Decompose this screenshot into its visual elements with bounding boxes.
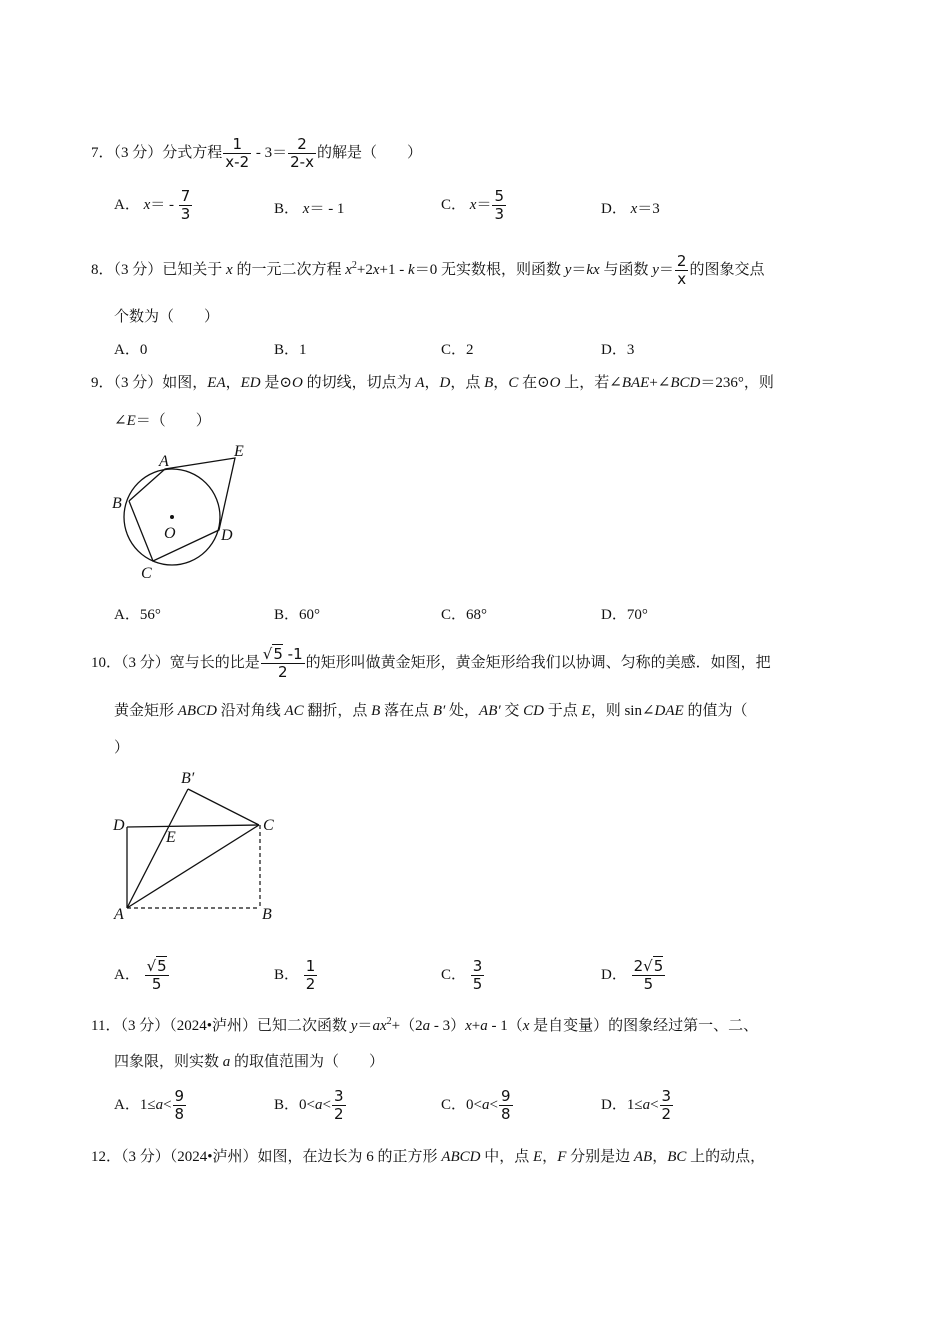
option-a[interactable]: A． x＝ - $\frac{7}{3}$ <box>114 187 191 223</box>
option-a[interactable]: A． $\frac{√5}{5}$ <box>114 957 167 993</box>
fraction: $\frac{2}{2-x}$ <box>290 135 314 171</box>
option-c[interactable]: C． x＝ $\frac{5}{3}$ <box>441 187 504 223</box>
option-a[interactable]: A．1≤a< $\frac{9}{8}$ <box>114 1087 185 1123</box>
svg-text:C: C <box>263 817 274 834</box>
option-d[interactable]: D． $\frac{2√5}{5}$ <box>601 957 664 993</box>
svg-text:B: B <box>262 906 272 923</box>
question-8-line2: 个数为（ ） <box>114 309 220 325</box>
svg-text:C: C <box>141 565 152 582</box>
option-d[interactable]: D．1≤a< $\frac{3}{2}$ <box>601 1087 672 1123</box>
option-c[interactable]: C．68° <box>441 607 488 623</box>
question-9-line2: ∠E＝（ ） <box>114 413 211 429</box>
svg-text:O: O <box>164 525 176 542</box>
option-b[interactable]: B．60° <box>274 607 321 623</box>
svg-text:A: A <box>114 906 124 923</box>
svg-text:B: B <box>112 495 122 512</box>
question-11-stem: 11．（3 分）（2024•泸州）已知二次函数 $y=ax^2+(2a - 3)x+a - 1(x$ 是自变量）的图象经过第一、二、 <box>91 1016 759 1034</box>
option-d[interactable]: D．70° <box>601 607 648 623</box>
option-b[interactable]: B．1 <box>274 342 307 358</box>
svg-text:E: E <box>166 829 176 846</box>
option-a[interactable]: A．56° <box>114 607 161 623</box>
question-9-stem: 9．（3 分）如图，EA，ED 是⊙O 的切线，切点为 A，D，点 B，C 在⊙O 上，若∠BAE+∠BCD＝236°，则 <box>91 375 774 391</box>
question-8-stem: 8．（3 分）已知关于 x 的一元二次方程 $x^2+2x+1 - k=0$ 无实数根，则函数 y＝kx 与函数 y＝ $\frac{2}{x}$ 的图象交点 <box>91 252 765 288</box>
question-10-line2: 黄金矩形 ABCD 沿对角线 AC 翻折，点 B 落在点 B′ 处，AB′ 交 CD 于点 E，则 sin∠DAE 的值为（ <box>114 703 748 719</box>
svg-text:B′: B′ <box>181 770 195 787</box>
svg-text:A: A <box>159 453 169 470</box>
option-b[interactable]: B．0<a< $\frac{3}{2}$ <box>274 1087 344 1123</box>
option-d[interactable]: D．3 <box>601 342 635 358</box>
question-7-stem: 7．（3 分）分式方程 $\frac{1}{x-2}$ - 3＝ $\frac{2}{2-x}$ 的解是（ ） <box>91 135 422 171</box>
option-c[interactable]: C．2 <box>441 342 474 358</box>
question-12-stem: 12．（3 分）（2024•泸州）如图，在边长为 6 的正方形 ABCD 中，点 E，F 分别是边 AB，BC 上的动点， <box>91 1149 766 1165</box>
svg-text:E: E <box>234 443 244 460</box>
fraction: $\frac{1}{x-2}$ <box>225 135 250 171</box>
svg-text:D: D <box>113 817 125 834</box>
question-number: 7． <box>91 144 114 161</box>
svg-text:D: D <box>221 527 233 544</box>
question-score: （3 分） <box>113 144 163 161</box>
option-c[interactable]: C． $\frac{3}{5}$ <box>441 957 483 993</box>
option-c[interactable]: C．0<a< $\frac{9}{8}$ <box>441 1087 511 1123</box>
question-10-line3: ） <box>114 740 130 756</box>
option-d[interactable]: D． x＝3 <box>601 201 660 217</box>
option-a[interactable]: A．0 <box>114 342 148 358</box>
option-b[interactable]: B． $\frac{1}{2}$ <box>274 957 316 993</box>
option-b[interactable]: B． x＝ - 1 <box>274 201 345 217</box>
question-10-stem: 10．（3 分）宽与长的比是 $\frac{√5 -1}{2}$ 的矩形叫做黄金矩形，黄金矩形给我们以协调、匀称的美感．如图，把 <box>91 645 771 681</box>
question-11-line2: 四象限，则实数 a 的取值范围为（ ） <box>114 1054 385 1070</box>
